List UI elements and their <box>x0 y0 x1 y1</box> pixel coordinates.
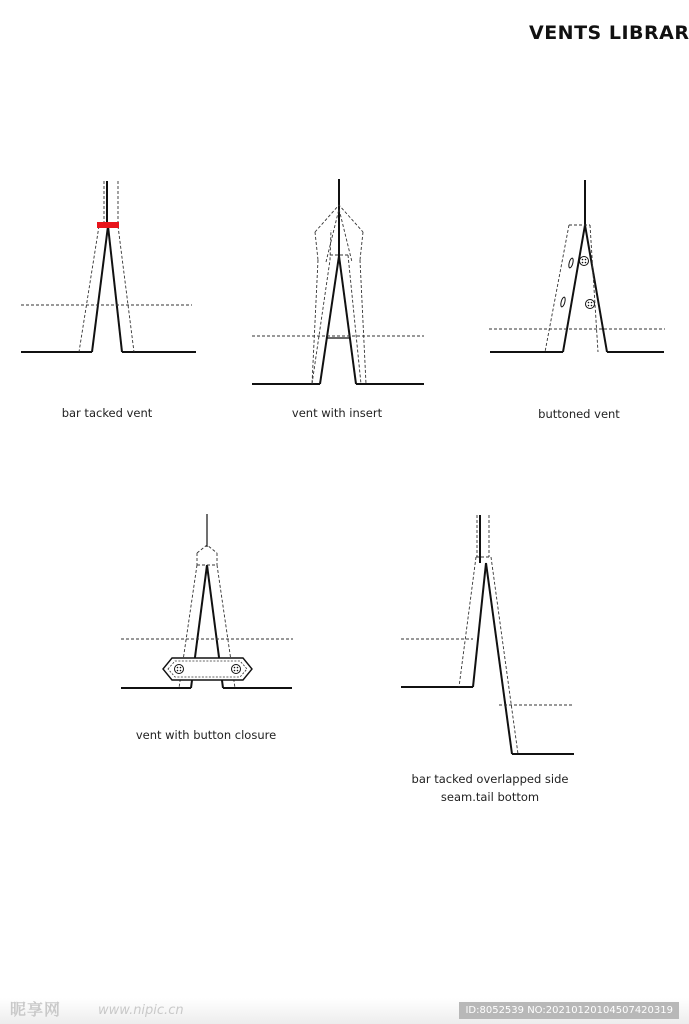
vent-label-button-closure: vent with button closure <box>135 728 277 742</box>
vent-label-overlapped-line2: seam.tail bottom <box>440 790 540 804</box>
watermark-url: www.nipic.cn <box>98 1003 184 1018</box>
button-icon <box>586 300 595 309</box>
button-icon <box>580 257 589 266</box>
vent-with-button-closure-drawing <box>121 514 293 688</box>
vent-label-buttoned: buttoned vent <box>538 407 620 421</box>
vent-label-overlapped-line1: bar tacked overlapped side <box>411 772 569 786</box>
watermark-id: ID:8052539 NO:20210120104507420319 <box>459 1002 679 1019</box>
buttonhole-1 <box>568 258 574 269</box>
buttoned-vent-drawing <box>489 180 665 352</box>
watermark-logo: 昵享网 <box>10 1000 62 1019</box>
vent-label-with-insert: vent with insert <box>291 406 383 420</box>
vent-label-bar-tacked: bar tacked vent <box>61 406 153 420</box>
page-title: VENTS LIBRAR <box>529 22 689 44</box>
watermark-bar <box>0 998 689 1024</box>
bar-tacked-overlapped-side-seam-drawing <box>401 515 574 754</box>
vent-with-insert-drawing <box>252 179 424 384</box>
buttonhole-2 <box>560 297 566 308</box>
bar-tacked-vent-drawing <box>21 181 196 352</box>
bar-tack-mark <box>97 222 119 228</box>
